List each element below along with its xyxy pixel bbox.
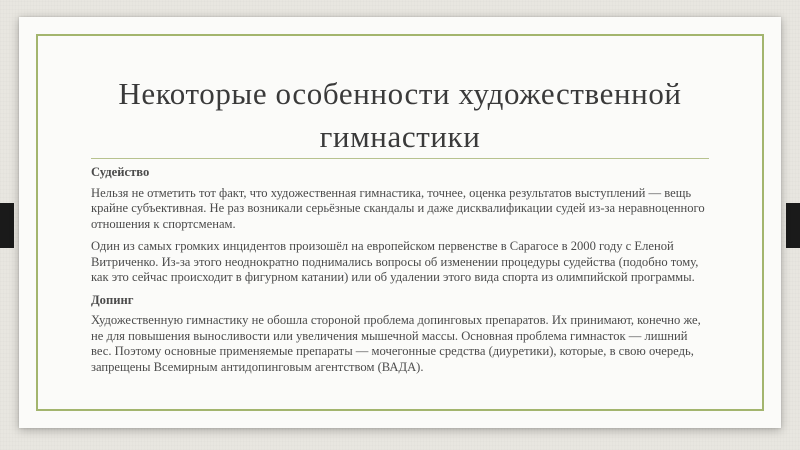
slide-content <box>91 165 711 382</box>
paragraph: Художественную гимнастику не обошла стороной проблема допинговых препаратов. Их принимают, конечно же, не для повышения выносливости или увеличения мышечной массы. Основная проблема гимнасток — лишний вес. Поэтому основные применяемые препараты — мочегонные средства (диуретики), которые, в свою очередь, запрещены Всемирным антидопинговым агентством (ВАДА). <box>91 313 701 374</box>
title-divider <box>91 158 709 159</box>
slide-card <box>19 17 781 428</box>
section-heading: Судейство <box>91 165 150 179</box>
slide-title-line-1: Некоторые особенности художественной <box>118 76 682 111</box>
slide-title <box>59 72 741 158</box>
next-slide-tab[interactable] <box>786 203 800 248</box>
section-judging <box>91 165 711 286</box>
paragraph: Один из самых громких инцидентов произошёл на европейском первенстве в Сарагосе в 2000 году с Еленой Витриченко. Из-за этого неоднократно поднимались вопросы об изменении процедуры судейства (подобно тому, как это сейчас происходит в фигурном катании) или об удалении этого вида спорта из олимпийской программы. <box>91 239 699 284</box>
section-heading: Допинг <box>91 292 134 307</box>
section-doping <box>91 293 711 376</box>
slide-title-line-2: гимнастики <box>319 119 481 154</box>
paragraph: Нельзя не отметить тот факт, что художественная гимнастика, точнее, оценка результатов выступлений — вещь крайне субъективная. Не раз возникали серьёзные скандалы и даже дисквалификации судей из-за неравноценного отношения к спортсменам. <box>91 185 705 231</box>
previous-slide-tab[interactable] <box>0 203 14 248</box>
